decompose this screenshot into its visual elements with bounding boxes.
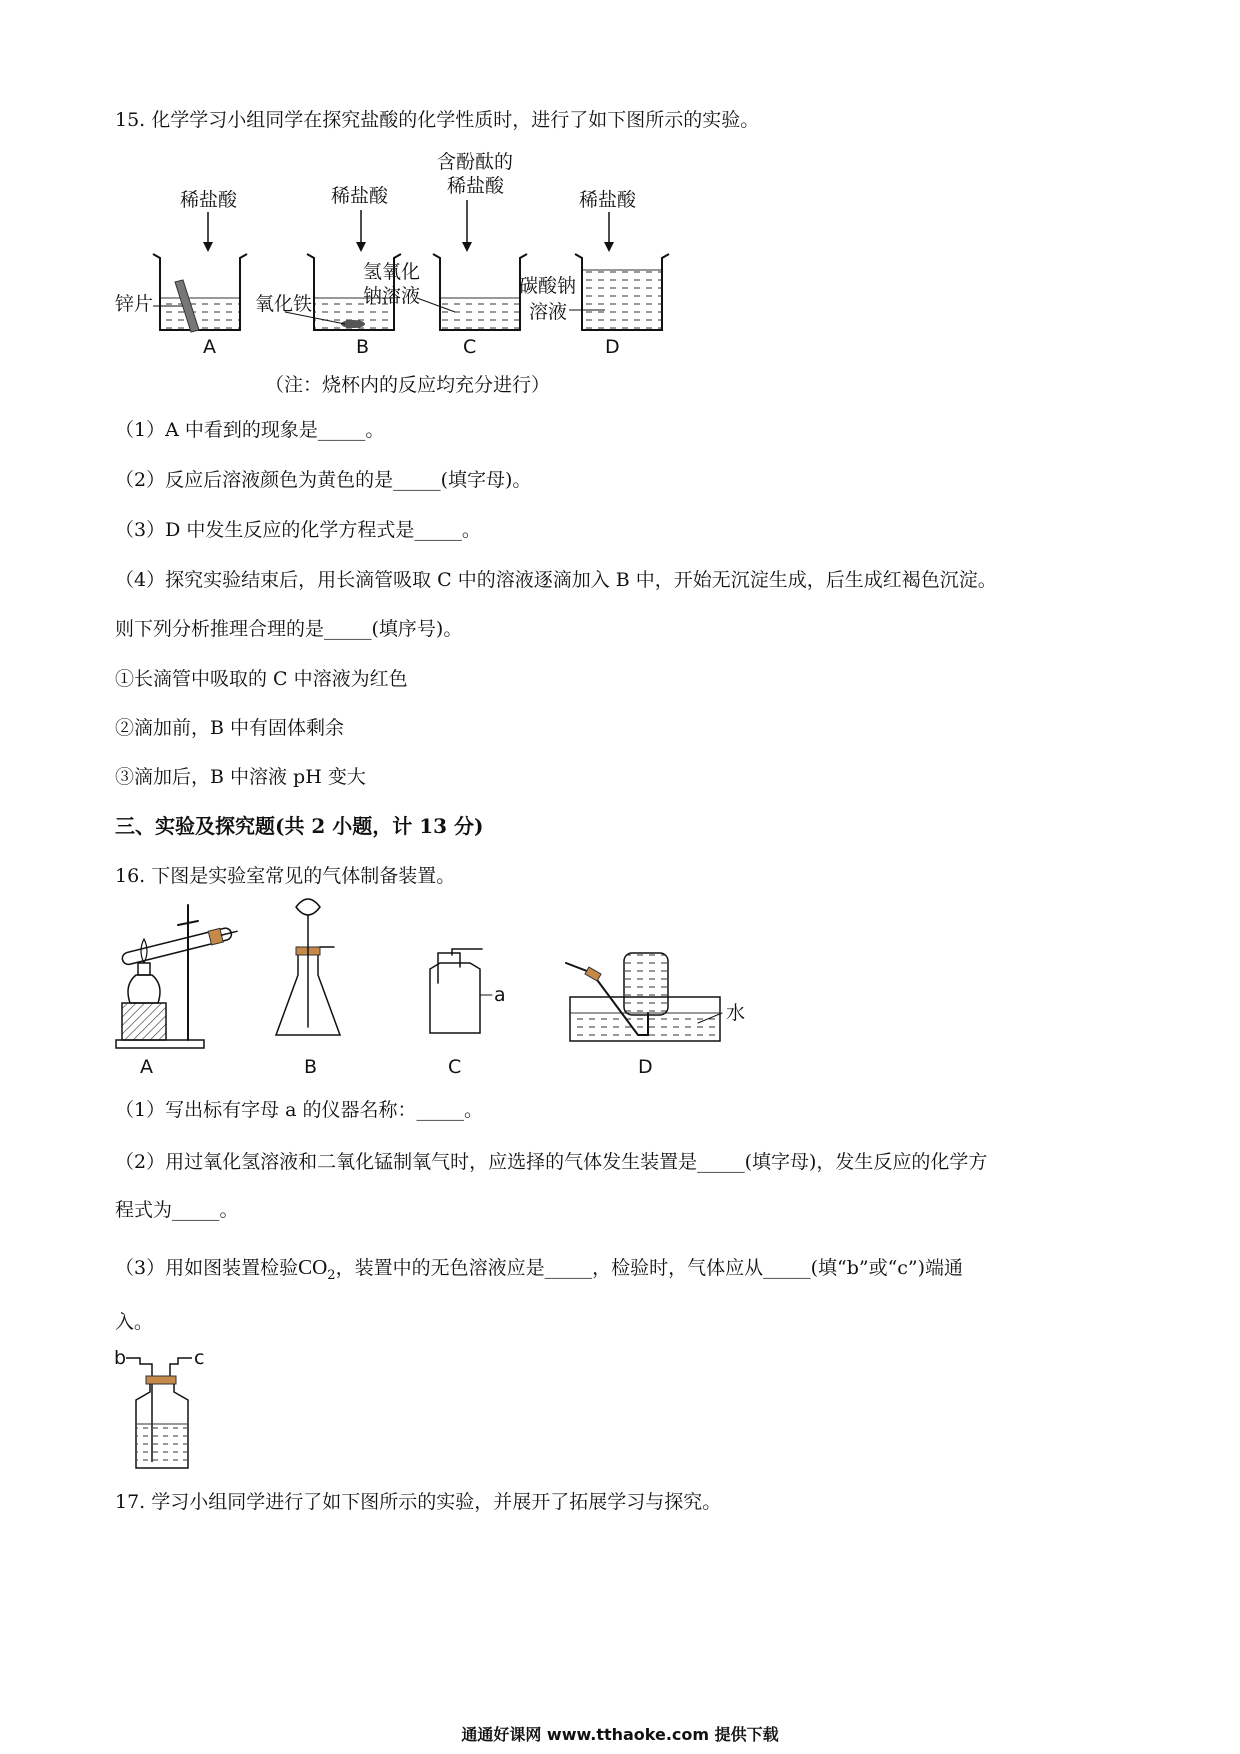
label-c-top2: 稀盐酸 — [447, 175, 505, 197]
label-d-acid: 稀盐酸 — [579, 189, 637, 211]
bottle-label-b: b — [114, 1347, 127, 1369]
beaker-b-letter: B — [356, 336, 370, 358]
apparatus-a-letter: A — [140, 1056, 153, 1078]
label-c-side1: 氢氧化 — [363, 261, 421, 283]
label-c-top1: 含酚酞的 — [437, 151, 514, 173]
co2-formula: CO — [298, 1255, 328, 1279]
q16-sub2-line2: 程式为_____。 — [115, 1199, 239, 1221]
q16-sub1: （1）写出标有字母 a 的仪器名称：_____。 — [115, 1099, 483, 1121]
label-iron-oxide: 氧化铁 — [255, 293, 313, 315]
q15-stem: 15. 化学学习小组同学在探究盐酸的化学性质时，进行了如下图所示的实验。 — [115, 109, 760, 131]
q15-sub2: （2）反应后溶液颜色为黄色的是_____(填字母)。 — [115, 469, 532, 491]
q15-sub1: （1）A 中看到的现象是_____。 — [115, 419, 385, 441]
page-footer: 通通好课网 www.tthaoke.com 提供下载 — [461, 1725, 779, 1744]
q15-option-2: ②滴加前，B 中有固体剩余 — [115, 717, 345, 739]
label-water: 水 — [726, 1002, 746, 1024]
q15-sub3: （3）D 中发生反应的化学方程式是_____。 — [115, 519, 481, 541]
label-d-side1: 碳酸钠 — [519, 275, 577, 297]
beaker-d-letter: D — [605, 336, 620, 358]
q15-sub4-line2: 则下列分析推理合理的是_____(填序号)。 — [115, 618, 463, 640]
q16-stem: 16. 下图是实验室常见的气体制备装置。 — [115, 865, 456, 887]
q15-sub4-line1: （4）探究实验结束后，用长滴管吸取 C 中的溶液逐滴加入 B 中，开始无沉淀生成，后生成红褐色沉淀。 — [115, 569, 997, 591]
figure-note: （注：烧杯内的反应均充分进行） — [265, 374, 551, 396]
label-a-acid: 稀盐酸 — [180, 189, 238, 211]
apparatus-d-letter: D — [638, 1056, 653, 1078]
q17-stem: 17. 学习小组同学进行了如下图所示的实验，并展开了拓展学习与探究。 — [115, 1491, 722, 1513]
label-d-side2: 溶液 — [529, 301, 568, 323]
section-3-heading: 三、实验及探究题(共 2 小题，计 13 分) — [115, 814, 484, 838]
q15-option-3: ③滴加后，B 中溶液 pH 变大 — [115, 766, 366, 788]
q16-apparatus-figure — [108, 895, 888, 1085]
q15-option-1: ①长滴管中吸取的 C 中溶液为红色 — [115, 668, 408, 690]
beaker-a-letter: A — [203, 336, 216, 358]
bottle-label-c: c — [194, 1347, 205, 1369]
apparatus-b-letter: B — [304, 1056, 318, 1078]
q16-sub3-line2: 入。 — [115, 1311, 154, 1333]
q16-sub3-line1: （3）用如图装置检验$CO_2$，装置中的无色溶液应是_____，检验时，气体应从_____(填“b”或“c”)端通 — [115, 1255, 964, 1283]
q16-sub2-line1: （2）用过氧化氢溶液和二氧化锰制氧气时，应选择的气体发生装置是_____(填字母)，发生反应的化学方 — [115, 1151, 988, 1173]
q15-beaker-figure — [105, 148, 745, 398]
label-a-instrument: a — [494, 984, 506, 1006]
label-zinc: 锌片 — [115, 293, 154, 315]
apparatus-c-letter: C — [448, 1056, 462, 1078]
co2-test-bottle-figure — [112, 1344, 222, 1474]
label-c-side2: 钠溶液 — [363, 285, 421, 307]
label-b-acid: 稀盐酸 — [331, 185, 389, 207]
beaker-c-letter: C — [463, 336, 477, 358]
